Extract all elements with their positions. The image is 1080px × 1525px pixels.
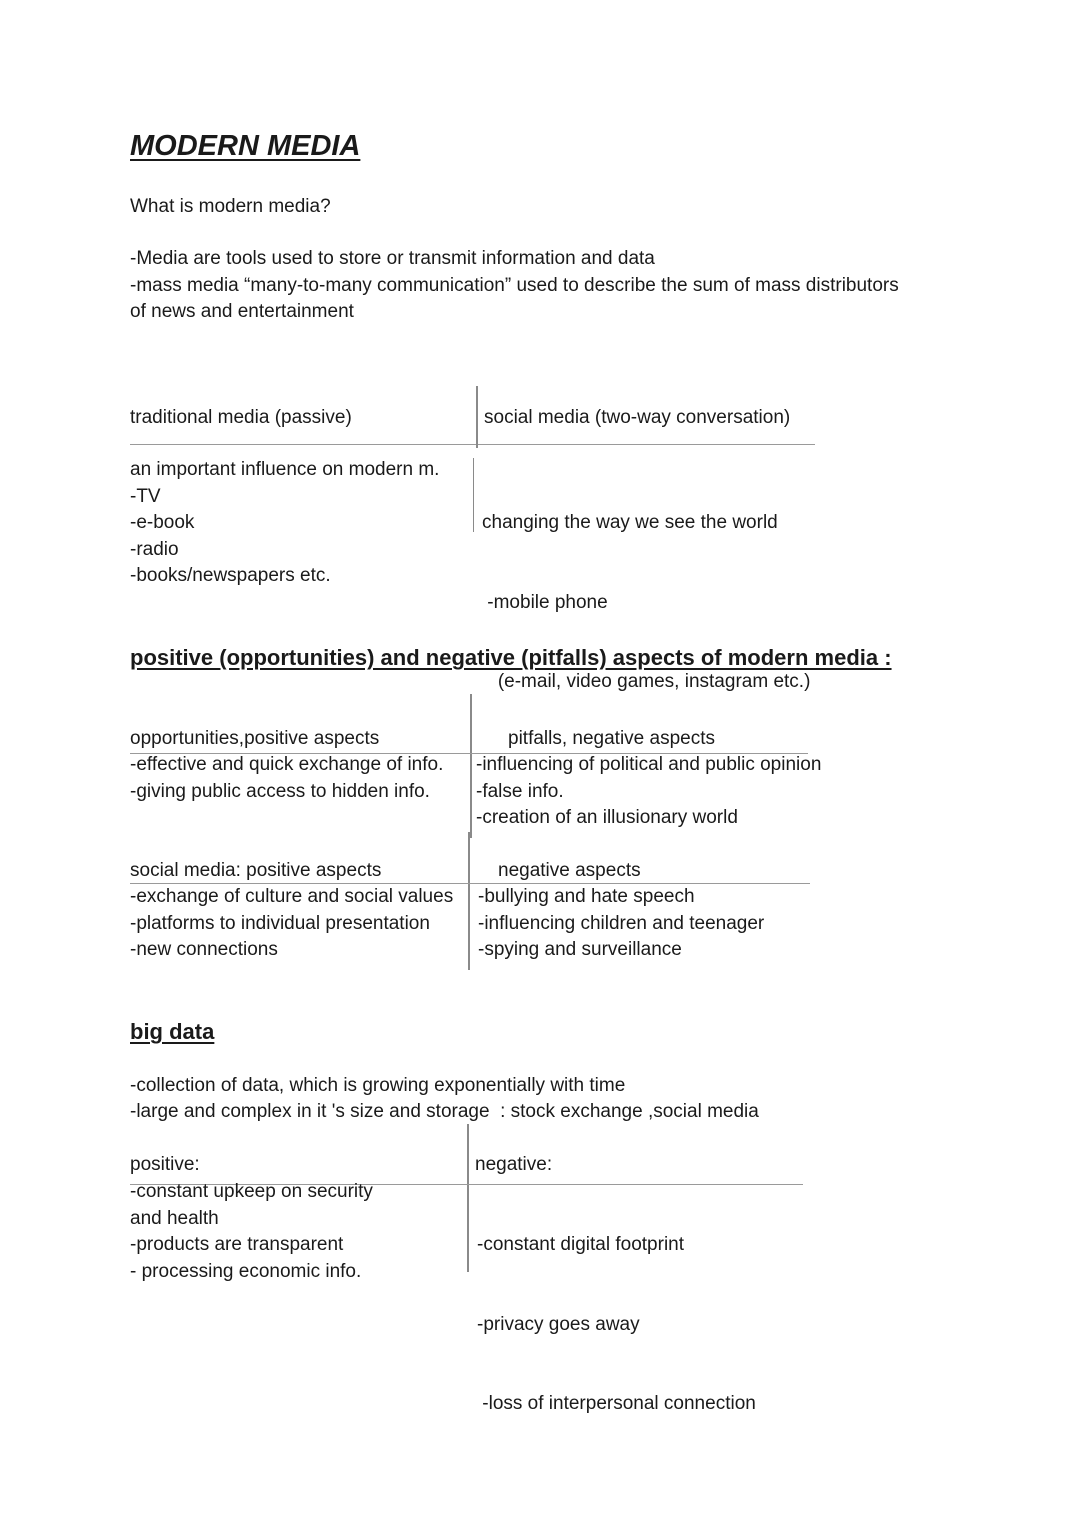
aspects-table-separator [470,694,472,838]
big-data-heading: big data [130,1019,215,1044]
list-item: -constant upkeep on security [130,1181,373,1202]
social-negative-header: negative aspects [498,860,641,881]
positive-list [130,1179,373,1285]
list-item: -loss of interpersonal connection [477,1393,756,1414]
list-item: -false info. [476,780,564,802]
list-item: -privacy goes away [477,1313,640,1335]
list-item: -new connections [130,939,278,960]
opportunities-list [130,752,443,805]
pitfalls-header: pitfalls, negative aspects [508,728,716,749]
social-media-header: social media (two-way conversation) [484,407,791,428]
list-item: -exchange of culture and social values [130,886,454,907]
media-table-separator-top [476,386,478,448]
list-item: -books/newspapers etc. [130,565,331,586]
traditional-media-header: traditional media (passive) [130,407,352,428]
big-data-line-1: -collection of data, which is growing exponentially with time [130,1075,626,1096]
list-item: -giving public access to hidden info. [130,780,430,802]
negative-list [477,1179,756,1471]
list-item: and health [130,1207,219,1229]
intro-line-3: of news and entertainment [130,301,354,322]
list-item: -influencing of political and public opinion [476,754,822,775]
list-item: changing the way we see the world [482,512,778,533]
page-title: MODERN MEDIA [130,130,361,162]
intro-question: What is modern media? [130,196,331,217]
traditional-media-list [130,457,439,590]
list-item: an important influence on modern m. [130,459,440,480]
big-data-line-2: -large and complex in it 's size and storage : stock exchange ,social media [130,1101,759,1122]
social-positive-header: social media: positive aspects [130,860,382,881]
list-item: -creation of an illusionary world [476,807,738,828]
list-item: -effective and quick exchange of info. [130,754,444,775]
media-table-separator-bottom [473,458,474,532]
list-item: -spying and surveillance [478,939,682,960]
negative-header: negative: [475,1154,553,1175]
social-negative-list [478,884,764,964]
list-item: -mobile phone [482,591,608,613]
list-item: -products are transparent [130,1234,344,1255]
social-table-separator [468,832,470,970]
list-item: -radio [130,538,179,560]
list-item: -influencing children and teenager [478,912,765,934]
social-media-list [482,457,810,749]
intro-line-2: -mass media “many-to-many communication” used to describe the sum of mass distributors [130,275,899,296]
pitfalls-list [476,752,821,832]
social-positive-list [130,884,453,964]
list-item: -platforms to individual presentation [130,912,430,934]
opportunities-header: opportunities,positive aspects [130,728,380,749]
list-item: -TV [130,485,161,507]
list-item: -e-book [130,512,195,533]
big-data-table-separator [467,1124,469,1272]
list-item: - processing economic info. [130,1260,362,1282]
aspects-heading: positive (opportunities) and negative (pitfalls) aspects of modern media : [130,645,892,670]
media-table-divider [130,444,815,445]
list-item: (e-mail, video games, instagram etc.) [482,671,811,692]
positive-header: positive: [130,1154,200,1175]
list-item: -bullying and hate speech [478,886,695,907]
intro-line-1: -Media are tools used to store or transmit information and data [130,248,655,269]
list-item: -constant digital footprint [477,1234,685,1255]
